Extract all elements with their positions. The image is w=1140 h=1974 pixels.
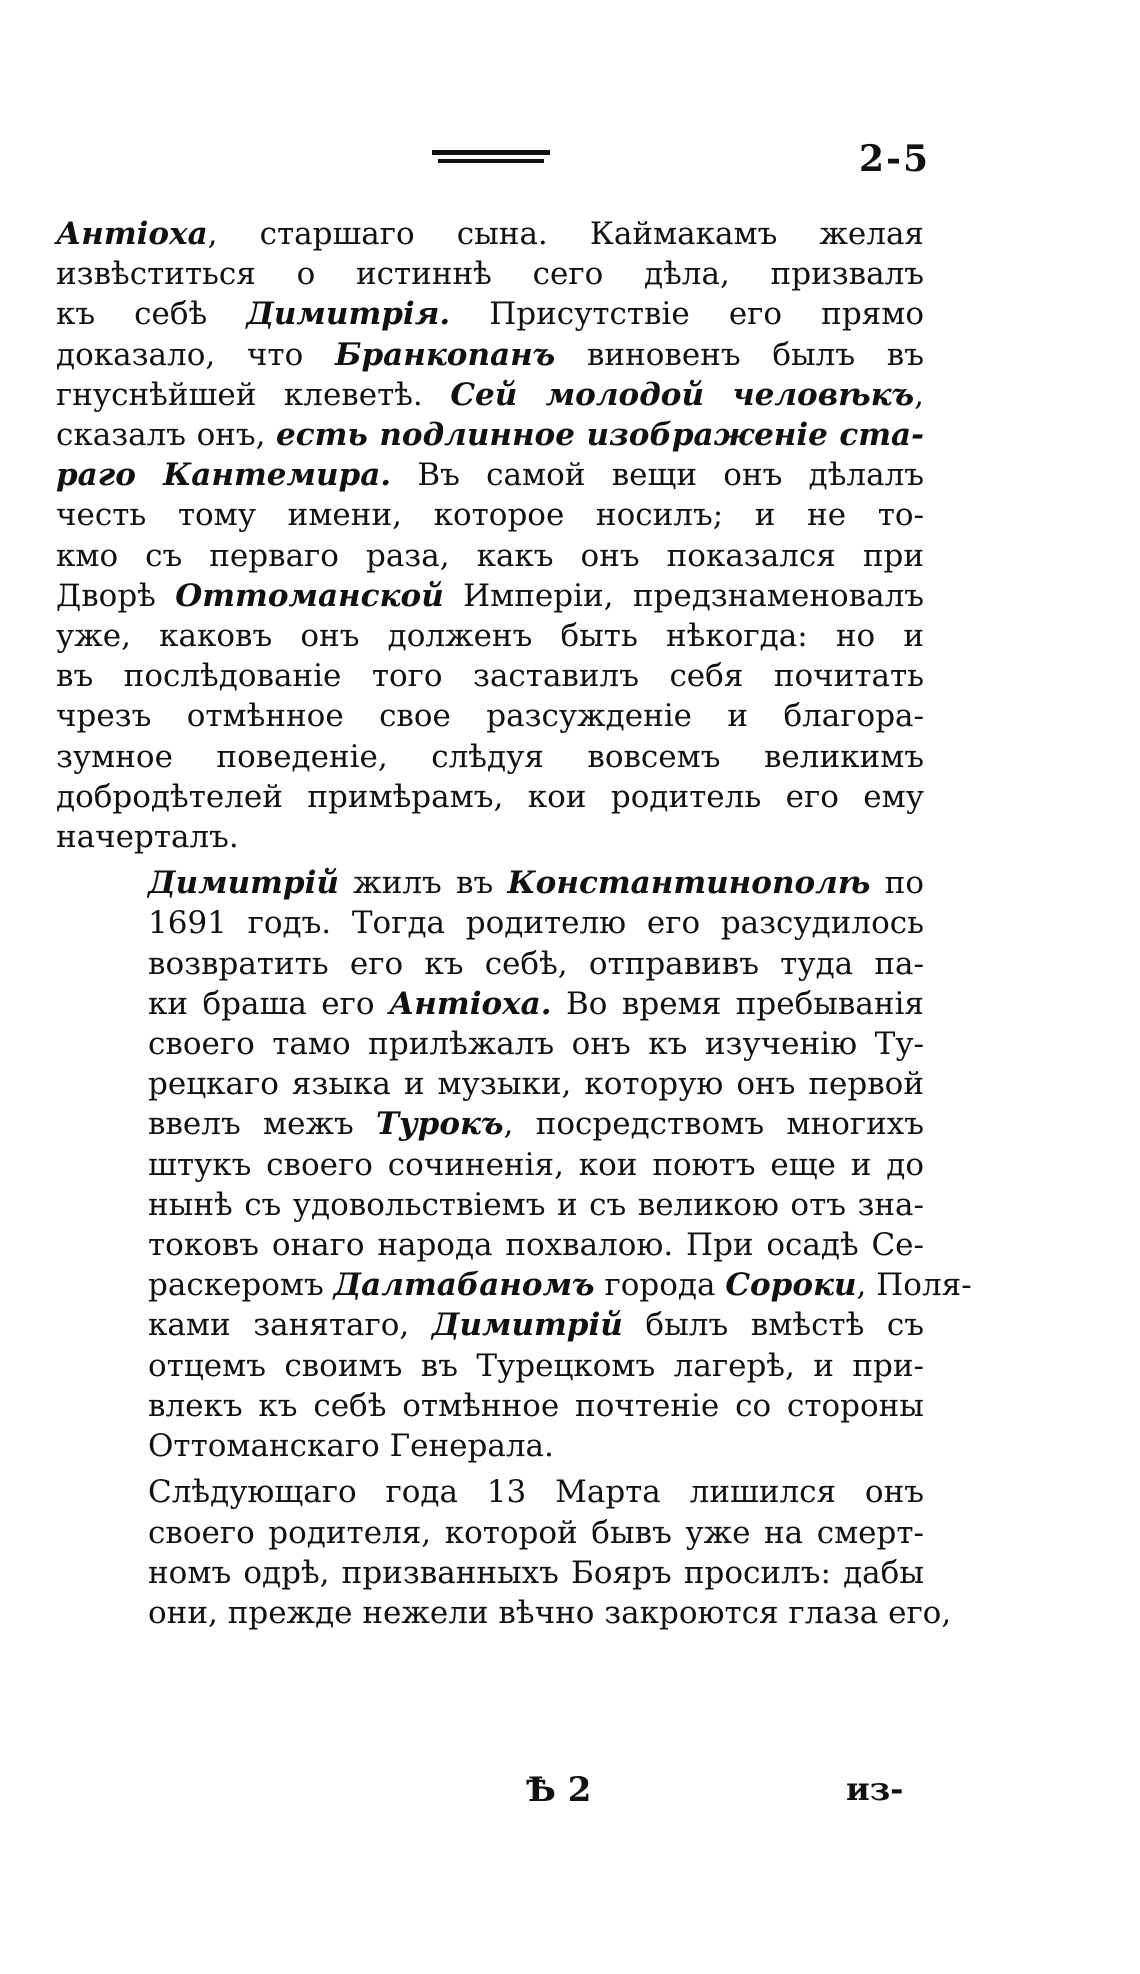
text-segment: начерталъ. [56,819,239,856]
text-segment: ками занятаго, [148,1307,432,1344]
proper-name: Сороки [725,1267,857,1304]
text-segment: , Поля- [856,1267,972,1304]
text-segment: нынѣ съ удовольствіемъ и съ великою отъ зна- [148,1186,924,1223]
page-footer [0,1770,1140,1820]
text-segment: Присутствіе его прямо [450,296,925,333]
text-segment: гнуснѣйшей клеветѣ. [56,376,451,413]
text-segment: Имперіи, предзнаменовалъ [443,577,924,614]
text-line [56,1472,924,1512]
text-line [56,1513,924,1553]
text-line [56,817,924,857]
text-line [56,415,924,455]
text-line [56,616,924,656]
text-segment: былъ вмѣстѣ съ [622,1307,924,1344]
text-segment: , старшаго сына. Каймакамъ желая [207,216,924,252]
text-segment: Слѣдующаго года 13 Марта лишился онъ [148,1474,924,1511]
text-segment: въ послѣдованіе того заставилъ себя почитать [56,658,924,695]
text-segment: влекъ къ себѣ отмѣнное почтеніе со стороны [148,1387,924,1424]
text-segment: честь тому имени, которое носилъ; и не то- [56,497,924,534]
text-segment: сказалъ онъ, [56,417,277,454]
text-line [56,1346,924,1386]
text-line [56,656,924,696]
text-segment: Дворѣ [56,577,176,614]
text-segment: къ себѣ [56,296,247,333]
text-segment: , [914,376,924,413]
text-line [56,214,924,254]
text-line [56,1593,952,1633]
text-segment: извѣститься о истиннѣ сего дѣла, призвалъ [56,256,924,293]
text-line [56,984,924,1024]
text-line [56,944,924,984]
text-line [56,903,924,943]
paragraph [56,1472,952,1633]
text-line [56,696,924,736]
text-segment: чрезъ отмѣнное свое разсужденіе и благора- [56,698,924,735]
text-line [56,1426,924,1466]
proper-name: Димитрія. [246,296,451,333]
text-segment: уже, каковъ онъ долженъ быть нѣкогда: но и [56,618,924,655]
text-segment: они, прежде нежели вѣчно закроются глаза его, [148,1594,952,1631]
text-segment: номъ одрѣ, призванныхъ Бояръ просилъ: дабы [148,1554,924,1591]
text-segment: жилъ въ [338,865,508,902]
text-segment: Въ самой вещи онъ дѣлалъ [391,457,924,494]
text-segment: рецкаго языка и музыки, которую онъ первой [148,1066,924,1103]
paragraph [56,214,924,857]
text-line [56,1024,924,1064]
text-segment: возвратить его къ себѣ, отправивъ туда па- [148,945,924,982]
text-segment: виновенъ былъ въ [555,336,924,373]
page-header [0,132,1140,192]
proper-name: раго Кантемира. [56,457,392,494]
text-line [56,335,924,375]
text-segment: кмо съ перваго раза, какъ онъ показался при [56,537,924,574]
text-segment: токовъ онаго народа похвалою. При осадѣ Се- [148,1227,924,1264]
text-line [56,495,924,535]
proper-name: Далтабаномъ [333,1267,595,1304]
text-segment: раскеромъ [148,1267,334,1304]
text-line [56,536,924,576]
text-line [56,1225,924,1265]
text-line [56,1386,924,1426]
text-segment: штукъ своего сочиненія, кои поютъ еще и до [148,1146,924,1183]
text-line [56,375,924,415]
text-line [56,1265,972,1305]
body-text [56,214,972,1633]
proper-name: Оттоманской [175,577,444,614]
text-segment: ки браша его [148,985,390,1022]
proper-name: Антіоха [56,216,208,252]
text-line [56,254,924,294]
header-ornament-rule [432,150,550,166]
text-line [56,777,924,817]
proper-name: Бранкопанъ [334,336,556,373]
page-number: 2-5 [858,138,930,180]
proper-name: Константинополѣ [507,865,871,902]
proper-name: Сей молодой человѣкъ [450,376,915,413]
text-line [56,863,924,903]
text-line [56,1145,924,1185]
proper-name: Антіоха. [389,985,552,1022]
text-segment: по [870,865,924,902]
text-line [56,1185,924,1225]
text-line [56,294,924,334]
proper-name: Димитрій [148,865,339,902]
text-segment: Оттоманскаго Генерала. [148,1428,554,1465]
text-line [56,455,924,495]
signature-mark: Ѣ 2 [526,1770,592,1810]
text-line [56,737,924,777]
text-line [56,1553,924,1593]
text-line [56,1305,924,1345]
paragraph [56,863,972,1466]
text-segment: отцемъ своимъ въ Турецкомъ лагерѣ, и при- [148,1347,924,1384]
catchword: из- [846,1770,904,1808]
text-segment: своего тамо прилѣжалъ онъ къ изученію Ту- [148,1026,924,1063]
text-segment: зумное поведеніе, слѣдуя вовсемъ великимъ [56,738,924,775]
text-segment: доказало, что [56,336,335,373]
text-segment: Во время пребыванія [551,985,924,1022]
text-segment: добродѣтелей примѣрамъ, кои родитель его ему [56,778,924,815]
text-segment: города [594,1267,726,1304]
proper-name: есть подлинное изображеніе ста- [276,417,925,454]
text-segment: , посредствомъ многихъ [503,1106,924,1143]
proper-name: Турокъ [376,1106,504,1143]
text-segment: 1691 годъ. Тогда родителю его разсудилось [148,905,924,942]
text-line [56,576,924,616]
text-line [56,1104,924,1144]
text-segment: ввелъ межъ [148,1106,377,1143]
proper-name: Димитрій [431,1307,623,1344]
text-segment: своего родителя, которой бывъ уже на смерт- [148,1514,924,1551]
text-line [56,1064,924,1104]
